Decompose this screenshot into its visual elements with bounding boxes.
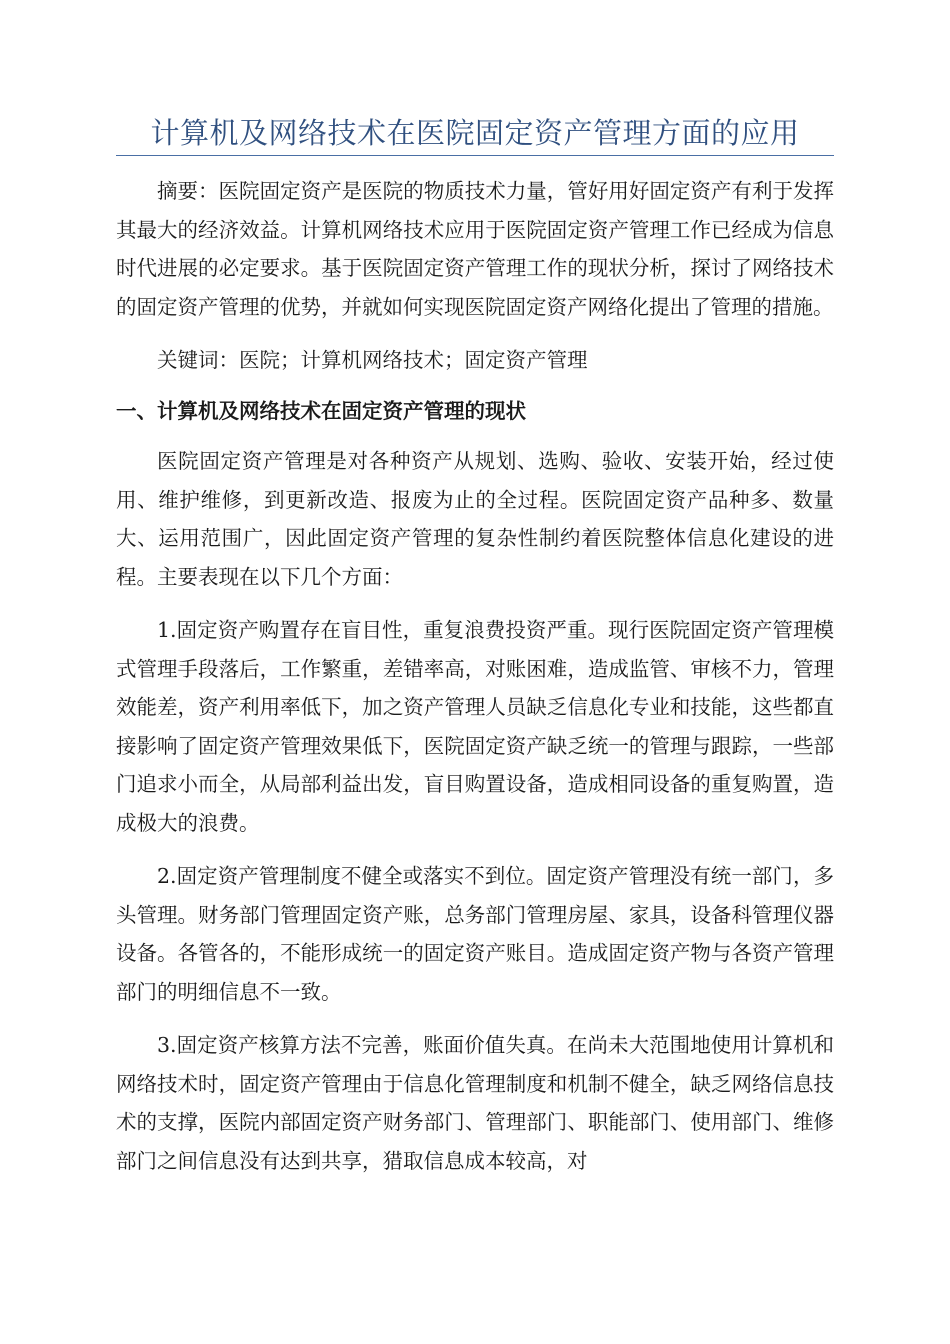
keywords-line: 关键词：医院；计算机网络技术；固定资产管理 xyxy=(157,348,588,372)
title-underline xyxy=(116,155,834,156)
point-2-paragraph: 2.固定资产管理制度不健全或落实不到位。固定资产管理没有统一部门，多头管理。财务部门管理固定资产账，总务部门管理房屋、家具，设备科管理仪器设备。各管各的，不能形成统一的固定资产账目。造成固定资产物与各资产管理部门的明细信息不一致。 xyxy=(116,864,834,1004)
section-heading: 一、计算机及网络技术在固定资产管理的现状 xyxy=(116,398,526,423)
document-title: 计算机及网络技术在医院固定资产管理方面的应用 xyxy=(150,116,800,150)
document-body xyxy=(116,170,834,1195)
point-1-paragraph: 1.固定资产购置存在盲目性，重复浪费投资严重。现行医院固定资产管理模式管理手段落后，工作繁重，差错率高，对账困难，造成监管、审核不力，管理效能差，资产利用率低下，加之资产管理人员缺乏信息化专业和技能，这些都直接影响了固定资产管理效果低下，医院固定资产缺乏统一的管理与跟踪，一些部门追求小而全，从局部利益出发，盲目购置设备，造成相同设备的重复购置，造成极大的浪费。 xyxy=(116,618,834,835)
section-intro-paragraph: 医院固定资产管理是对各种资产从规划、选购、验收、安装开始，经过使用、维护维修，到更新改造、报废为止的全过程。医院固定资产品种多、数量大、运用范围广，因此固定资产管理的复杂性制约着医院整体信息化建设的进程。主要表现在以下几个方面： xyxy=(116,449,834,589)
abstract-paragraph: 摘要：医院固定资产是医院的物质技术力量，管好用好固定资产有利于发挥其最大的经济效益。计算机网络技术应用于医院固定资产管理工作已经成为信息时代进展的必定要求。基于医院固定资产管理工作的现状分析，探讨了网络技术的固定资产管理的优势，并就如何实现医院固定资产网络化提出了管理的措施。 xyxy=(116,179,834,319)
point-3-paragraph: 3.固定资产核算方法不完善，账面价值失真。在尚未大范围地使用计算机和网络技术时，固定资产管理由于信息化管理制度和机制不健全，缺乏网络信息技术的支撑，医院内部固定资产财务部门、管理部门、职能部门、使用部门、维修部门之间信息没有达到共享，猎取信息成本较高，对 xyxy=(116,1033,834,1173)
